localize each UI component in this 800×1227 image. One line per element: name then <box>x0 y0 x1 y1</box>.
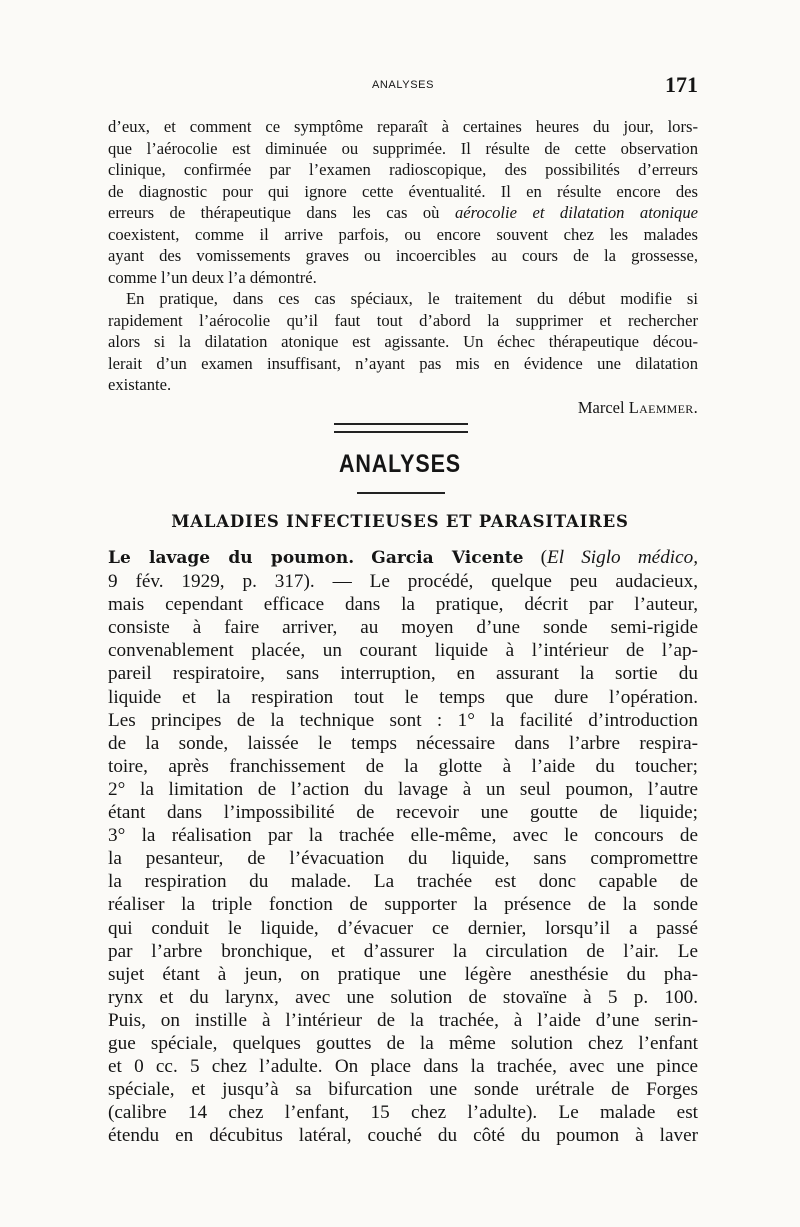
signature-first-name: Marcel <box>577 398 625 417</box>
intro-line: En pratique, dans ces cas spéciaux, le traitement du début modifie si <box>126 289 698 308</box>
italic-term: aérocolie et dilatation atonique <box>454 203 698 222</box>
article-text <box>108 546 698 1147</box>
article-line: qui conduit le liquide, d’évacuer ce dernier, lorsqu’il a passé <box>108 917 698 939</box>
article-source: El Siglo médico, <box>547 547 698 568</box>
article-line: de la sonde, laissée le temps nécessaire dans l’arbre respira- <box>108 732 698 754</box>
article-line: pareil respiratoire, sans interruption, en assurant la sortie du <box>108 663 698 685</box>
article-author: Garcia Vicente <box>371 548 524 568</box>
article-line: 9 fév. 1929, p. 317). — Le procédé, quelque peu audacieux, <box>108 571 698 593</box>
article-line: étendu en décubitus latéral, couché du côté du poumon à laver <box>108 1125 698 1147</box>
signature-last-name: Laemmer. <box>628 398 698 417</box>
intro-line: ayant des vomissements graves ou incoercibles au cours de la grossesse, <box>108 246 698 265</box>
article-line: liquide et la respiration tout le temps que dure l’opération. <box>108 686 698 708</box>
article-title: Le lavage du poumon. <box>108 548 355 568</box>
intro-line: de diagnostic pour qui ignore cette éventualité. Il en résulte encore des <box>108 181 698 201</box>
intro-line: lerait d’un examen insuffisant, n’ayant pas mis en évidence une dilatation <box>108 353 698 373</box>
article-line: par l’arbre bronchique, et d’assurer la circulation de l’air. Le <box>108 940 698 962</box>
intro-line: clinique, confirmée par l’examen radioscopique, des possibilités d’erreurs <box>108 160 698 179</box>
article-line: mais cependant efficace dans la pratique, décrit par l’auteur, <box>108 594 698 616</box>
article-line: et 0 cc. 5 chez l’adulte. On place dans la trachée, avec une pince <box>108 1056 698 1078</box>
intro-line: rapidement l’aérocolie qu’il faut tout d’abord la supprimer et rechercher <box>108 310 698 330</box>
intro-text <box>108 116 698 396</box>
article-line: Les principes de la technique sont : 1° la facilité d’introduction <box>108 709 698 731</box>
single-rule-divider <box>357 492 445 494</box>
article-line: toire, après franchissement de la glotte à l’aide du toucher; <box>108 755 698 777</box>
running-head <box>108 72 698 96</box>
article-line: rynx et du larynx, avec une solution de stovaïne à 5 p. 100. <box>108 986 698 1008</box>
page-number: 171 <box>665 72 698 97</box>
article-line: 2° la limitation de l’action du lavage à un seul poumon, l’autre <box>108 778 698 800</box>
running-head-title: ANALYSES <box>371 79 435 91</box>
article-line: convenablement placée, un courant liquide à l’intérieur de l’ap- <box>108 640 698 662</box>
article-line: sujet étant à jeun, on pratique une légère anesthésie du pha- <box>108 963 698 985</box>
article-line: la pesanteur, de l’évacuation du liquide, sans compromettre <box>108 848 698 870</box>
article-line: gue spéciale, quelques gouttes de la même solution chez l’enfant <box>108 1032 698 1054</box>
article-line: consiste à faire arriver, au moyen d’une sonde semi-rigide <box>108 617 698 639</box>
article-lead-line: Le lavage du poumon. Garcia Vicente (El Siglo médico, <box>108 547 698 568</box>
author-signature <box>578 398 698 418</box>
section-title: ANALYSES <box>339 450 461 478</box>
article-line: la respiration du malade. La trachée est donc capable de <box>108 871 698 893</box>
intro-line: alors si la dilatation atonique est agissante. Un échec thérapeutique décou- <box>108 332 698 351</box>
article-line: Puis, on instille à l’intérieur de la trachée, à l’aide d’une serin- <box>108 1009 698 1031</box>
intro-line: que l’aérocolie est diminuée ou supprimée. Il résulte de cette observation <box>108 138 698 158</box>
article-line: réaliser la triple fonction de supporter la présence de la sonde <box>108 894 698 916</box>
section-subtitle: MALADIES INFECTIEUSES ET PARASITAIRES <box>171 512 629 531</box>
article-line: 3° la réalisation par la trachée elle-même, avec le concours de <box>108 825 698 847</box>
intro-line: d’eux, et comment ce symptôme reparaît à certaines heures du jour, lors- <box>108 117 698 136</box>
intro-line-mixed: erreurs de thérapeutique dans les cas où aérocolie et dilatation atonique <box>108 203 698 222</box>
intro-line: comme l’un deux l’a démontré. <box>108 267 317 287</box>
article-line: spéciale, et jusqu’à sa bifurcation une sonde urétrale de Forges <box>108 1079 698 1101</box>
intro-line: coexistent, comme il arrive parfois, ou encore souvent chez les malades <box>108 224 698 244</box>
double-rule-divider <box>334 423 468 433</box>
article-line: (calibre 14 chez l’enfant, 15 chez l’adulte). Le malade est <box>108 1102 698 1124</box>
article-line: étant dans l’impossibilité de recevoir une goutte de liquide; <box>108 802 698 824</box>
intro-line: existante. <box>108 375 172 394</box>
